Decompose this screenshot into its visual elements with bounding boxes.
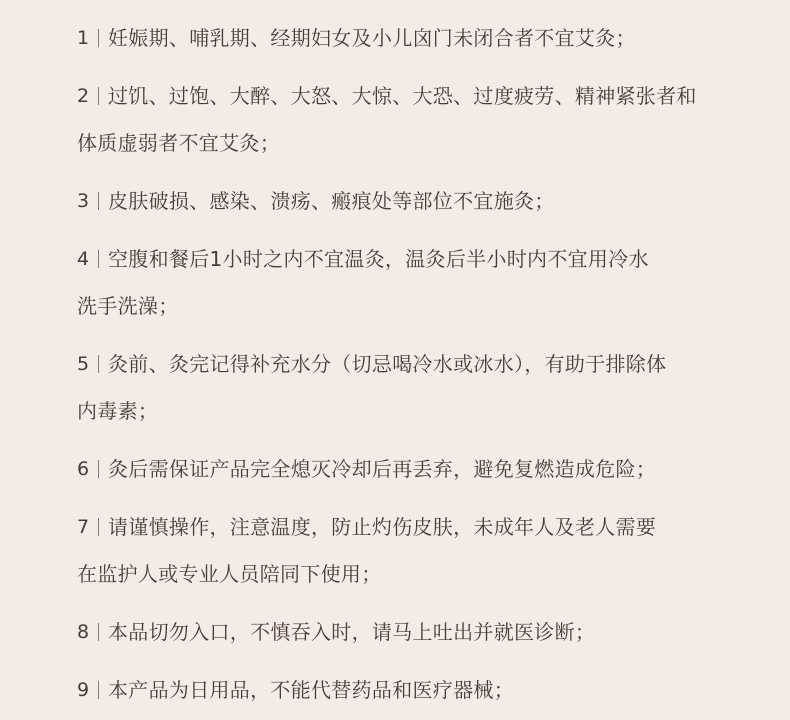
item-text	[108, 15, 750, 62]
item-line-continued: 体质虚弱者不宜艾灸；	[77, 131, 280, 155]
item-number: 4	[77, 248, 90, 270]
item-line: 灸前、灸完记得补充水分（切忌喝冷水或冰水），有助于排除体	[108, 352, 667, 376]
item-text	[108, 667, 750, 714]
item-number: 8	[77, 621, 90, 643]
separator-bar	[98, 355, 99, 373]
item-text	[108, 609, 750, 656]
item-text	[77, 73, 750, 167]
separator-bar	[98, 460, 99, 478]
item-text	[77, 236, 750, 330]
item-number: 1	[77, 27, 90, 49]
item-number: 3	[77, 190, 90, 212]
item-line: 本产品为日用品，不能代替药品和医疗器械；	[108, 678, 514, 702]
list-item	[77, 609, 750, 656]
item-line-continued: 内毒素；	[77, 399, 159, 423]
item-number: 2	[77, 85, 90, 107]
item-line: 请谨慎操作，注意温度，防止灼伤皮肤，未成年人及老人需要	[108, 515, 657, 539]
item-number: 5	[77, 353, 90, 375]
item-line: 本品切勿入口，不慎吞入时，请马上吐出并就医诊断；	[108, 620, 596, 644]
item-number: 7	[77, 516, 90, 538]
item-line: 过饥、过饱、大醉、大怒、大惊、大恐、过度疲劳、精神紧张者和	[108, 84, 697, 108]
separator-bar	[98, 681, 99, 699]
item-number: 9	[77, 679, 90, 701]
separator-bar	[98, 87, 99, 105]
item-text	[77, 341, 750, 435]
list-item	[77, 667, 750, 714]
item-line: 灸后需保证产品完全熄灭冷却后再丢弃，避免复燃造成危险；	[108, 457, 657, 481]
item-line: 空腹和餐后1小时之内不宜温灸，温灸后半小时内不宜用冷水	[108, 247, 649, 271]
list-item	[77, 236, 750, 330]
list-item	[77, 446, 750, 493]
separator-bar	[98, 623, 99, 641]
item-line-continued: 在监护人或专业人员陪同下使用；	[77, 562, 382, 586]
precautions-list	[77, 15, 750, 714]
item-line-continued: 洗手洗澡；	[77, 294, 179, 318]
item-number: 6	[77, 458, 90, 480]
list-item	[77, 15, 750, 62]
item-text	[108, 446, 750, 493]
separator-bar	[98, 518, 99, 536]
item-text	[108, 178, 750, 225]
list-item	[77, 341, 750, 435]
separator-bar	[98, 192, 99, 210]
item-line: 皮肤破损、感染、溃疡、瘢痕处等部位不宜施灸；	[108, 189, 555, 213]
list-item	[77, 73, 750, 167]
list-item	[77, 504, 750, 598]
separator-bar	[98, 250, 99, 268]
separator-bar	[98, 29, 99, 47]
list-item	[77, 178, 750, 225]
item-text	[77, 504, 750, 598]
item-line: 妊娠期、哺乳期、经期妇女及小儿囟门未闭合者不宜艾灸；	[108, 26, 636, 50]
